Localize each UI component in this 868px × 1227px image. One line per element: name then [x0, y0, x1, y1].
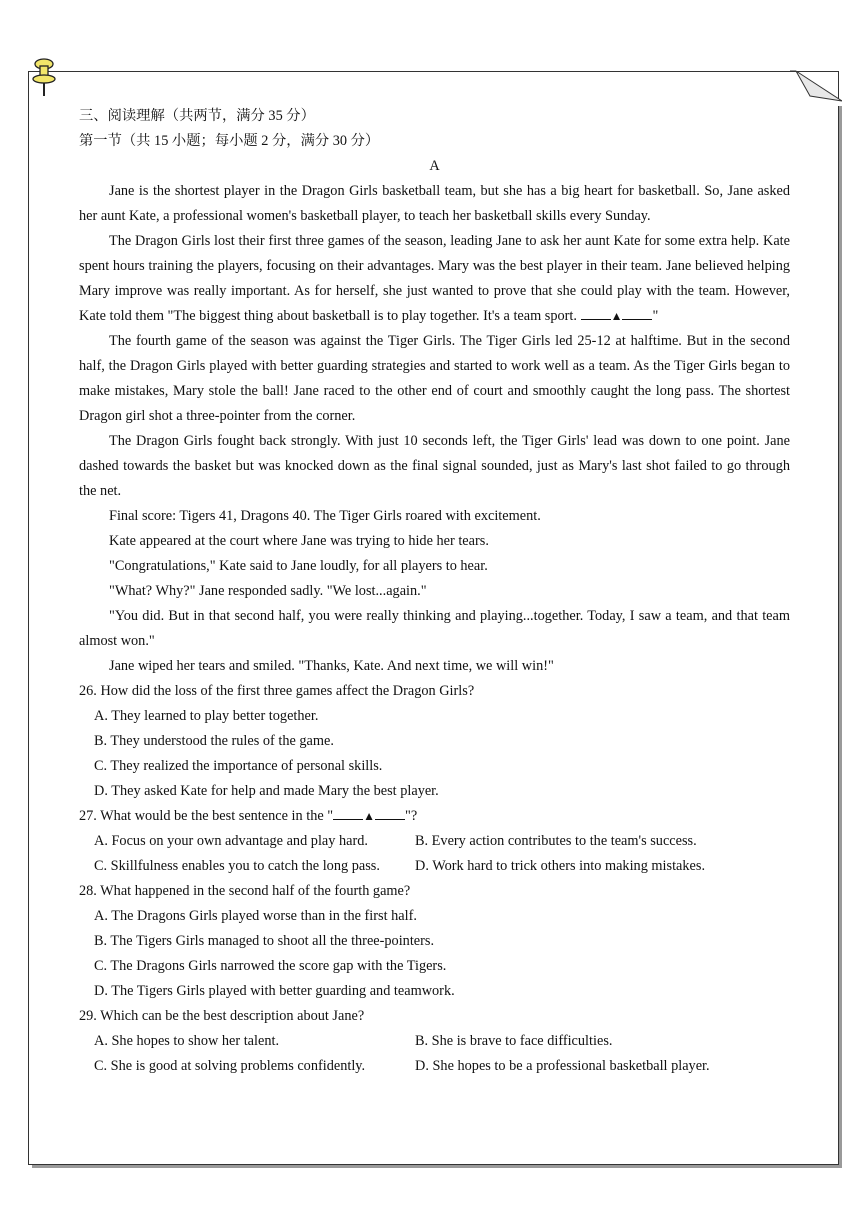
- passage-paragraph: Jane is the shortest player in the Dragon Girls basketball team, but she has a big heart for basketball. So, Jane asked her aunt Kate, a professional women's basketball player, to teach her basketball skills every Sunday.: [79, 183, 790, 224]
- answer-option-row: [79, 829, 790, 854]
- answer-option: B. They understood the rules of the game.: [94, 733, 334, 749]
- question-stem: 28. What happened in the second half of the fourth game?: [79, 883, 411, 899]
- passage-paragraph: "What? Why?" Jane responded sadly. "We lost...again.": [109, 583, 427, 599]
- answer-option: C. She is good at solving problems confidently.: [94, 1058, 366, 1074]
- question-stem: 26. How did the loss of the first three games affect the Dragon Girls?: [79, 683, 475, 699]
- answer-option: D. She hopes to be a professional basketball player.: [415, 1058, 710, 1074]
- answer-option: B. Every action contributes to the team's success.: [415, 833, 697, 849]
- question-stem: [79, 804, 790, 829]
- answer-option: D. They asked Kate for help and made Mary the best player.: [94, 783, 439, 799]
- blank-marker: ▲: [610, 309, 623, 323]
- passage-paragraph: [79, 229, 790, 329]
- stem-text: "?: [405, 808, 418, 824]
- exam-content: [79, 104, 790, 1079]
- pushpin-icon: [28, 56, 62, 100]
- answer-option: A. They learned to play better together.: [94, 708, 319, 724]
- answer-option: A. Focus on your own advantage and play hard.: [94, 833, 368, 849]
- answer-option-row: [79, 854, 790, 879]
- answer-option: A. She hopes to show her talent.: [94, 1033, 280, 1049]
- answer-option: C. They realized the importance of personal skills.: [94, 758, 383, 774]
- answer-option: B. The Tigers Girls managed to shoot all the three-pointers.: [94, 933, 435, 949]
- answer-option: A. The Dragons Girls played worse than in the first half.: [94, 908, 417, 924]
- answer-option: D. Work hard to trick others into making mistakes.: [415, 858, 706, 874]
- answer-option: C. The Dragons Girls narrowed the score gap with the Tigers.: [94, 958, 447, 974]
- passage-paragraph: The Dragon Girls fought back strongly. With just 10 seconds left, the Tiger Girls' lead was down to one point. Jane dashed towards the basket but was knocked down as the final signal sounded, just as Mary's last shot failed to go through the net.: [79, 433, 790, 499]
- section-heading: 三、阅读理解（共两节，满分 35 分）: [79, 108, 315, 124]
- answer-option: C. Skillfulness enables you to catch the long pass.: [94, 858, 380, 874]
- answer-option: B. She is brave to face difficulties.: [415, 1033, 613, 1049]
- passage-label: A: [429, 158, 440, 174]
- passage-paragraph: "You did. But in that second half, you were really thinking and playing...together. Today, I saw a team, and that team almost won.": [79, 608, 790, 649]
- passage-paragraph: Kate appeared at the court where Jane was trying to hide her tears.: [109, 533, 489, 549]
- passage-paragraph: Jane wiped her tears and smiled. "Thanks, Kate. And next time, we will win!": [109, 658, 554, 674]
- answer-option-row: [79, 1029, 790, 1054]
- closing-quote: ": [652, 308, 659, 324]
- stem-text: 27. What would be the best sentence in the ": [79, 808, 334, 824]
- blank-marker: ▲: [363, 809, 376, 823]
- question-stem: 29. Which can be the best description about Jane?: [79, 1008, 365, 1024]
- answer-blank: [581, 305, 611, 320]
- answer-blank: [375, 805, 405, 820]
- answer-blank: [622, 305, 652, 320]
- answer-option-row: [79, 1054, 790, 1079]
- section-subheading: 第一节（共 15 小题；每小题 2 分，满分 30 分）: [79, 133, 380, 149]
- page-curl-icon: [790, 66, 842, 106]
- frame-shadow: [32, 1165, 842, 1168]
- passage-paragraph: The fourth game of the season was against the Tiger Girls. The Tiger Girls led 25-12 at halftime. But in the second half, the Dragon Girls played with better guarding strategies and started to work well as a team. As the Tiger Girls began to make mistakes, Mary stole the ball! Jane raced to the other end of court and smoothly caught the long pass. The shortest Dragon girl shot a three-pointer from the corner.: [79, 333, 790, 424]
- passage-paragraph: Final score: Tigers 41, Dragons 40. The Tiger Girls roared with excitement.: [109, 508, 541, 524]
- passage-paragraph: "Congratulations," Kate said to Jane loudly, for all players to hear.: [109, 558, 488, 574]
- frame-shadow: [839, 100, 842, 1168]
- answer-option: D. The Tigers Girls played with better guarding and teamwork.: [94, 983, 455, 999]
- paragraph-text: The Dragon Girls lost their first three games of the season, leading Jane to ask her aunt Kate for some extra help. Kate spent hours training the players, focusing on their advantages. Mary was the best player in their team. Jane believed helping Mary improve was really important. As for herself, she just wanted to prove that she could play with the team. However, Kate told them "The biggest thing about basketball is to play together. It's a team sport.: [79, 233, 790, 324]
- answer-blank: [333, 805, 363, 820]
